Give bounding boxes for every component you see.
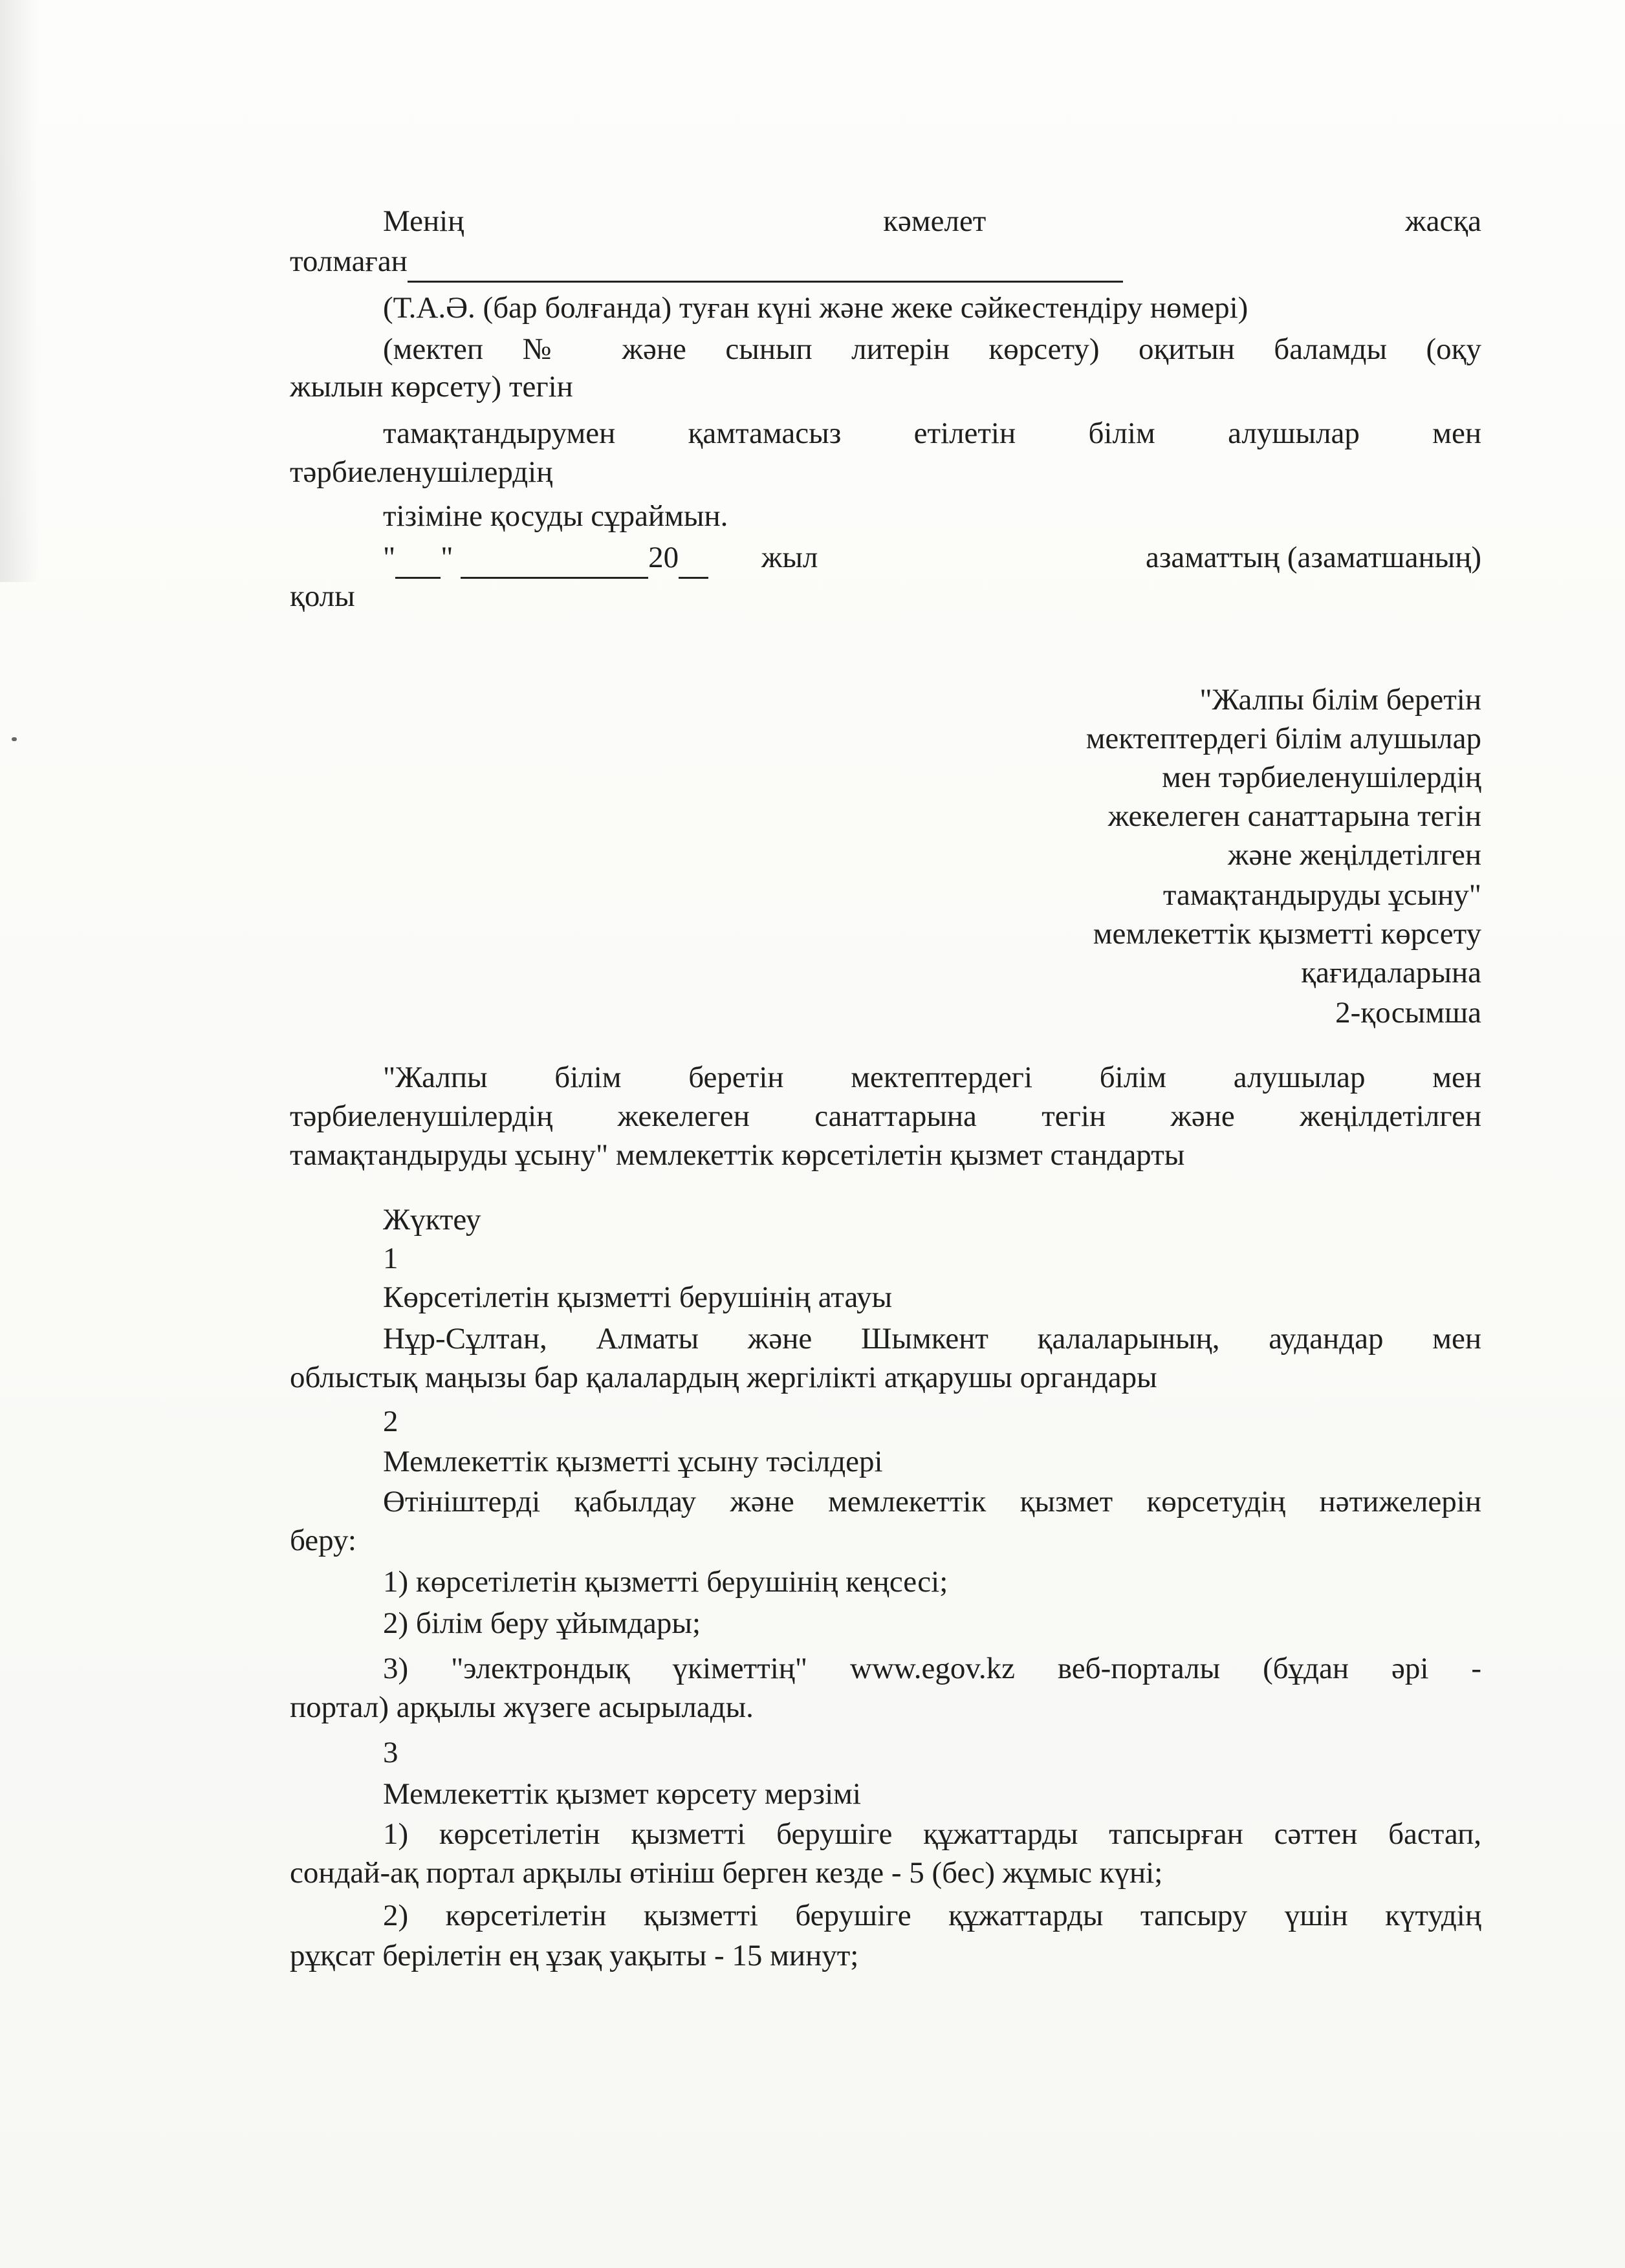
word-tolmagan: толмаған (290, 244, 408, 278)
application-line-4: (мектеп № және сынып литерін көрсету) оқитын баламды (оқу (383, 332, 1481, 366)
section-2-text-line-1: Өтініштерді қабылдау және мемлекеттік қызмет көрсетудің нәтижелерін (383, 1485, 1481, 1518)
date-signature-line (383, 538, 1481, 579)
standard-title-line-1: "Жалпы білім беретін мектептердегі білім алушылар мен (383, 1061, 1481, 1094)
application-line-3: (Т.А.Ә. (бар болғанда) туған күні және жеке сәйкестендіру нөмері) (383, 291, 1249, 325)
application-line-1 (383, 202, 1481, 241)
signature-label: қолы (290, 579, 355, 613)
word-kamelet: кәмелет (883, 204, 987, 238)
section-2-item-3-line-2: портал) арқылы жүзеге асырылады. (290, 1690, 754, 1724)
section-2-item-2: 2) білім беру ұйымдары; (383, 1606, 701, 1640)
application-line-8: тізіміне қосуды сұраймын. (383, 499, 728, 533)
application-line-6: тамақтандырумен қамтамасыз етілетін білім алушылар мен (383, 416, 1481, 450)
section-2-title: Мемлекеттік қызметті ұсыну тәсілдері (383, 1445, 883, 1478)
section-3-number: 3 (383, 1736, 398, 1769)
section-1-title: Көрсетілетін қызметті берушінің атауы (383, 1280, 893, 1314)
year-prefix: 20 (648, 541, 679, 574)
appendix-line-8: қағидаларына (1301, 956, 1481, 989)
year-blank (679, 538, 708, 579)
month-blank (461, 538, 648, 579)
section-3-item-1-line-1: 1) көрсетілетін қызметті берушіге құжаттарды тапсырған сәттен бастап, (383, 1817, 1481, 1851)
word-menin: Менің (383, 204, 464, 238)
day-blank (395, 538, 441, 579)
section-3-item-2-line-1: 2) көрсетілетін қызметті берушіге құжаттарды тапсыру үшін күтудің (383, 1899, 1481, 1932)
section-2-text-line-2: беру: (290, 1524, 356, 1557)
punch-mark (12, 737, 17, 741)
standard-title-line-3: тамақтандыруды ұсыну" мемлекеттік көрсетілетін қызмет стандарты (290, 1138, 1185, 1172)
application-line-7: тәрбиеленушілердің (290, 455, 553, 489)
word-zhaska: жасқа (1405, 204, 1482, 238)
section-1-number: 1 (383, 1242, 398, 1275)
section-3-title: Мемлекеттік қызмет көрсету мерзімі (383, 1777, 861, 1811)
appendix-line-9: 2-қосымша (1335, 996, 1481, 1030)
appendix-line-1: "Жалпы білім беретін (1199, 683, 1481, 717)
standard-title-line-2: тәрбиеленушілердің жекелеген санаттарына тегін және жеңілдетілген (290, 1099, 1481, 1133)
section-2-number: 2 (383, 1405, 398, 1438)
appendix-line-2: мектептердегі білім алушылар (1085, 722, 1481, 755)
section-3-item-1-line-2: сондай-ақ портал арқылы өтініш берген кезде - 5 (бес) жұмыс күні; (290, 1856, 1163, 1890)
section-1-text-line-1: Нұр-Сұлтан, Алматы және Шымкент қалаларының, аудандар мен (383, 1322, 1481, 1355)
section-2-item-3-line-1: 3) "электрондық үкіметтің" www.egov.kz веб-порталы (бұдан әрі - (383, 1652, 1481, 1685)
section-2-item-1: 1) көрсетілетін қызметті берушінің кеңсесі; (383, 1565, 948, 1599)
appendix-line-5: және жеңілдетілген (1228, 838, 1481, 872)
date-quote-close: " (441, 541, 453, 574)
appendix-line-7: мемлекеттік қызметті көрсету (1093, 917, 1481, 951)
section-3-item-2-line-2: рұқсат берілетін ең ұзақ уақыты - 15 минут; (290, 1939, 859, 1972)
appendix-line-6: тамақтандыруды ұсыну" (1162, 878, 1481, 912)
section-1-text-line-2: облыстық маңызы бар қалалардың жергілікті атқарушы органдары (290, 1361, 1157, 1394)
application-line-2 (290, 242, 1123, 283)
application-line-5: жылын көрсету) тегін (290, 370, 573, 404)
name-blank-line (408, 242, 1123, 283)
page-fold-shadow (0, 0, 39, 582)
date-quote-open: " (383, 541, 396, 574)
appendix-line-4: жекелеген санаттарына тегін (1107, 799, 1481, 833)
year-word: жыл (761, 541, 818, 574)
signer-label: азаматтың (азаматшаның) (1145, 541, 1481, 574)
appendix-line-3: мен тәрбиеленушілердің (1162, 761, 1481, 794)
download-label: Жүктеу (383, 1203, 481, 1237)
